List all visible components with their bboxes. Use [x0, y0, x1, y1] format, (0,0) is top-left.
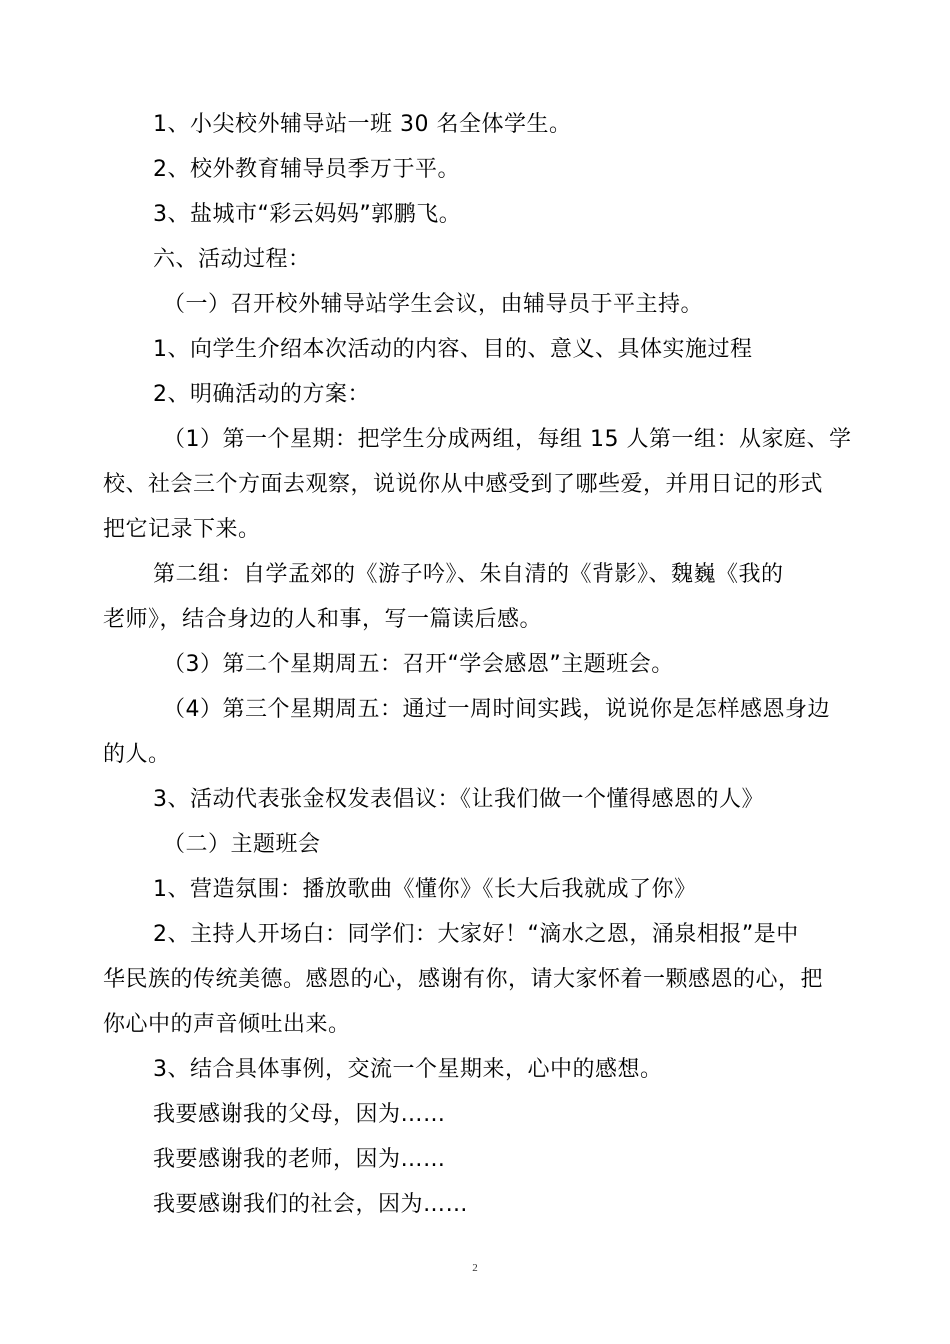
- participant-line-2: 2、校外教育辅导员季万于平。: [153, 157, 460, 182]
- subsection-heading-class-meeting: （二）主题班会: [163, 832, 321, 857]
- paragraph-line: （4）第三个星期周五：通过一周时间实践，说说你是怎样感恩身边: [163, 697, 830, 722]
- paragraph-line: 把它记录下来。: [103, 517, 261, 542]
- paragraph-line: 3、结合具体事例，交流一个星期来，心中的感想。: [153, 1057, 663, 1082]
- paragraph-line: 1、营造氛围：播放歌曲《懂你》《长大后我就成了你》: [153, 877, 697, 902]
- gratitude-line-parents: 我要感谢我的父母，因为……: [153, 1102, 446, 1127]
- paragraph-line: 校、社会三个方面去观察，说说你从中感受到了哪些爱，并用日记的形式: [103, 472, 824, 497]
- paragraph-line: （3）第二个星期周五：召开“学会感恩”主题班会。: [163, 652, 674, 677]
- paragraph-line: 华民族的传统美德。感恩的心，感谢有你，请大家怀着一颗感恩的心，把: [103, 967, 824, 992]
- paragraph-line: 第二组：自学孟郊的《游子吟》、朱自清的《背影》、魏巍《我的: [153, 562, 784, 587]
- participant-line-1: 1、小尖校外辅导站一班 30 名全体学生。: [153, 112, 572, 137]
- section-heading-process: 六、活动过程：: [153, 247, 311, 272]
- gratitude-line-society: 我要感谢我们的社会，因为……: [153, 1192, 469, 1217]
- paragraph-line: 2、明确活动的方案：: [153, 382, 370, 407]
- page-number: 2: [472, 1262, 478, 1274]
- paragraph-line: （1）第一个星期：把学生分成两组，每组 15 人第一组：从家庭、学: [163, 427, 852, 452]
- gratitude-line-teachers: 我要感谢我的老师，因为……: [153, 1147, 446, 1172]
- paragraph-line: 3、活动代表张金权发表倡议：《让我们做一个懂得感恩的人》: [153, 787, 764, 812]
- paragraph-line: 老师》，结合身边的人和事，写一篇读后感。: [103, 607, 543, 632]
- paragraph-line: 你心中的声音倾吐出来。: [103, 1012, 351, 1037]
- paragraph-line: 的人。: [103, 742, 171, 767]
- subsection-heading-meeting: （一）召开校外辅导站学生会议，由辅导员于平主持。: [163, 292, 704, 317]
- paragraph-line: 2、主持人开场白：同学们：大家好！“滴水之恩，涌泉相报”是中: [153, 922, 799, 947]
- participant-line-3: 3、盐城市“彩云妈妈”郭鹏飞。: [153, 202, 462, 227]
- paragraph-line: 1、向学生介绍本次活动的内容、目的、意义、具体实施过程: [153, 337, 753, 362]
